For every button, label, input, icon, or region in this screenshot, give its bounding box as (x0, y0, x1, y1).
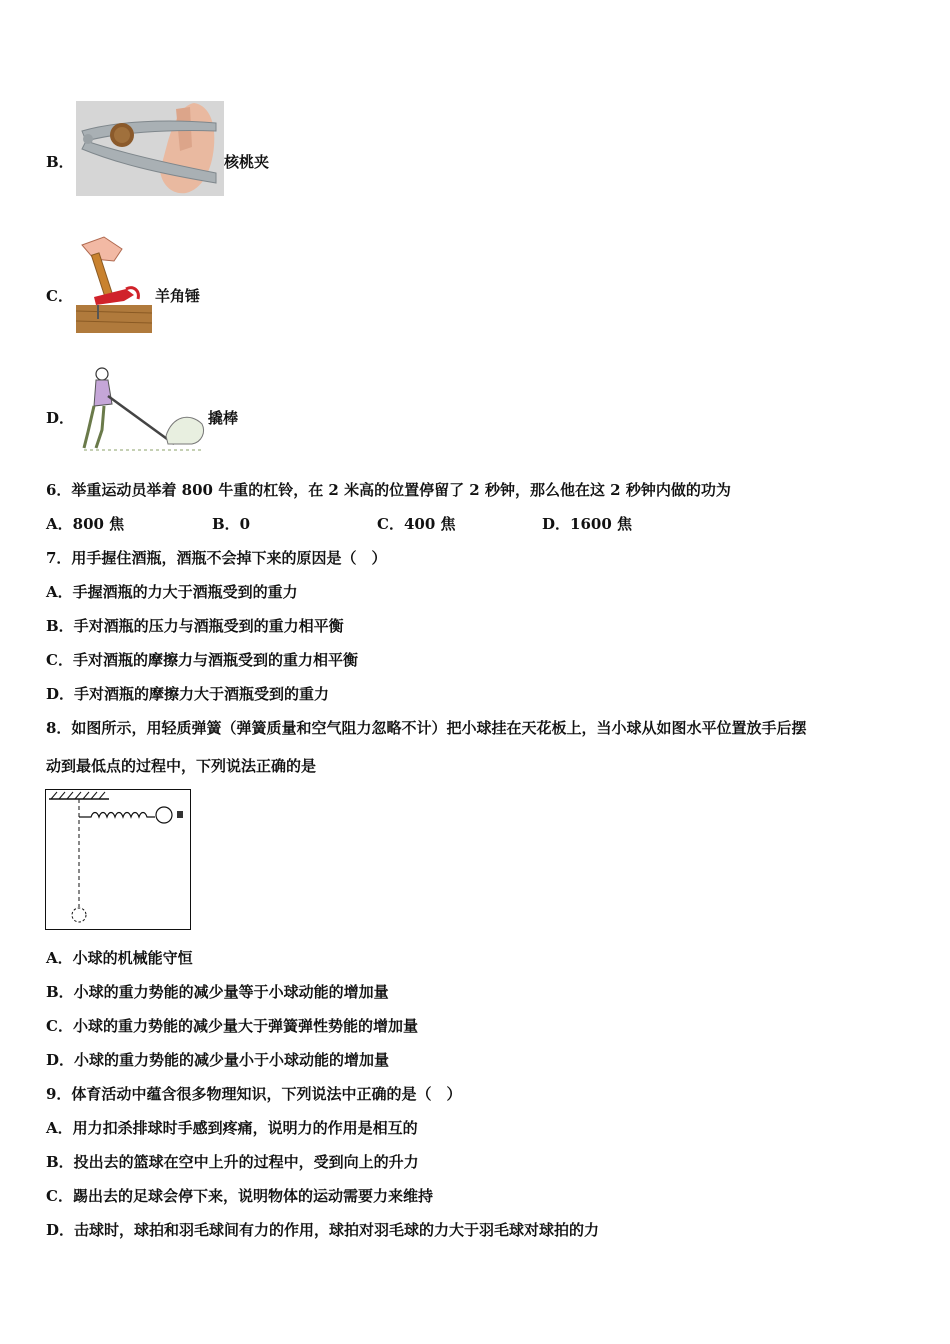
q7-stem: 7．用手握住酒瓶，酒瓶不会掉下来的原因是（ ） (46, 549, 387, 567)
option-d-label: D． (46, 409, 75, 427)
q6-option-c: C．400 焦 (377, 515, 456, 533)
q7-option-a: A．手握酒瓶的力大于酒瓶受到的重力 (46, 583, 298, 601)
q8-option-d: D．小球的重力势能的减少量小于小球动能的增加量 (46, 1051, 390, 1069)
crowbar-image (74, 366, 206, 456)
q8-option-a: A．小球的机械能守恒 (46, 949, 193, 967)
nutcracker-image (76, 101, 224, 196)
q8-option-c: C．小球的重力势能的减少量大于弹簧弹性势能的增加量 (46, 1017, 418, 1035)
q6-options (46, 514, 746, 534)
q9-option-b: B．投出去的篮球在空中上升的过程中，受到向上的升力 (46, 1153, 419, 1171)
option-c-caption: 羊角锤 (155, 287, 201, 305)
option-b-label: B． (46, 153, 74, 171)
q9-option-c: C．踢出去的足球会停下来，说明物体的运动需要力来维持 (46, 1187, 433, 1205)
q6-stem: 6．举重运动员举着 800 牛重的杠铃，在 2 米高的位置停留了 2 秒钟，那么他在这 2 秒钟内做的功为 (46, 481, 731, 499)
option-d-caption: 撬棒 (208, 409, 239, 427)
q8-stem-line1: 8．如图所示，用轻质弹簧（弹簧质量和空气阻力忽略不计）把小球挂在天花板上，当小球从如图水平位置放手后摆 (46, 719, 807, 737)
spring-pendulum-diagram (45, 789, 191, 930)
q7-option-b: B．手对酒瓶的压力与酒瓶受到的重力相平衡 (46, 617, 344, 635)
q6-option-a: A．800 焦 (46, 515, 125, 533)
q9-option-a: A．用力扣杀排球时手感到疼痛，说明力的作用是相互的 (46, 1119, 418, 1137)
option-c-label: C． (46, 287, 73, 305)
q9-stem: 9．体育活动中蕴含很多物理知识，下列说法中正确的是（ ） (46, 1085, 462, 1103)
q6-option-b: B．0 (212, 515, 251, 533)
q7-option-d: D．手对酒瓶的摩擦力大于酒瓶受到的重力 (46, 685, 330, 703)
q8-option-b: B．小球的重力势能的减少量等于小球动能的增加量 (46, 983, 389, 1001)
q9-option-d: D．击球时，球拍和羽毛球间有力的作用，球拍对羽毛球的力大于羽毛球对球拍的力 (46, 1221, 600, 1239)
option-b-caption: 核桃夹 (224, 153, 270, 171)
q6-option-d: D．1600 焦 (542, 515, 632, 533)
q8-stem-line2: 动到最低点的过程中，下列说法正确的是 (46, 757, 317, 775)
q7-option-c: C．手对酒瓶的摩擦力与酒瓶受到的重力相平衡 (46, 651, 358, 669)
claw-hammer-image (74, 235, 154, 335)
